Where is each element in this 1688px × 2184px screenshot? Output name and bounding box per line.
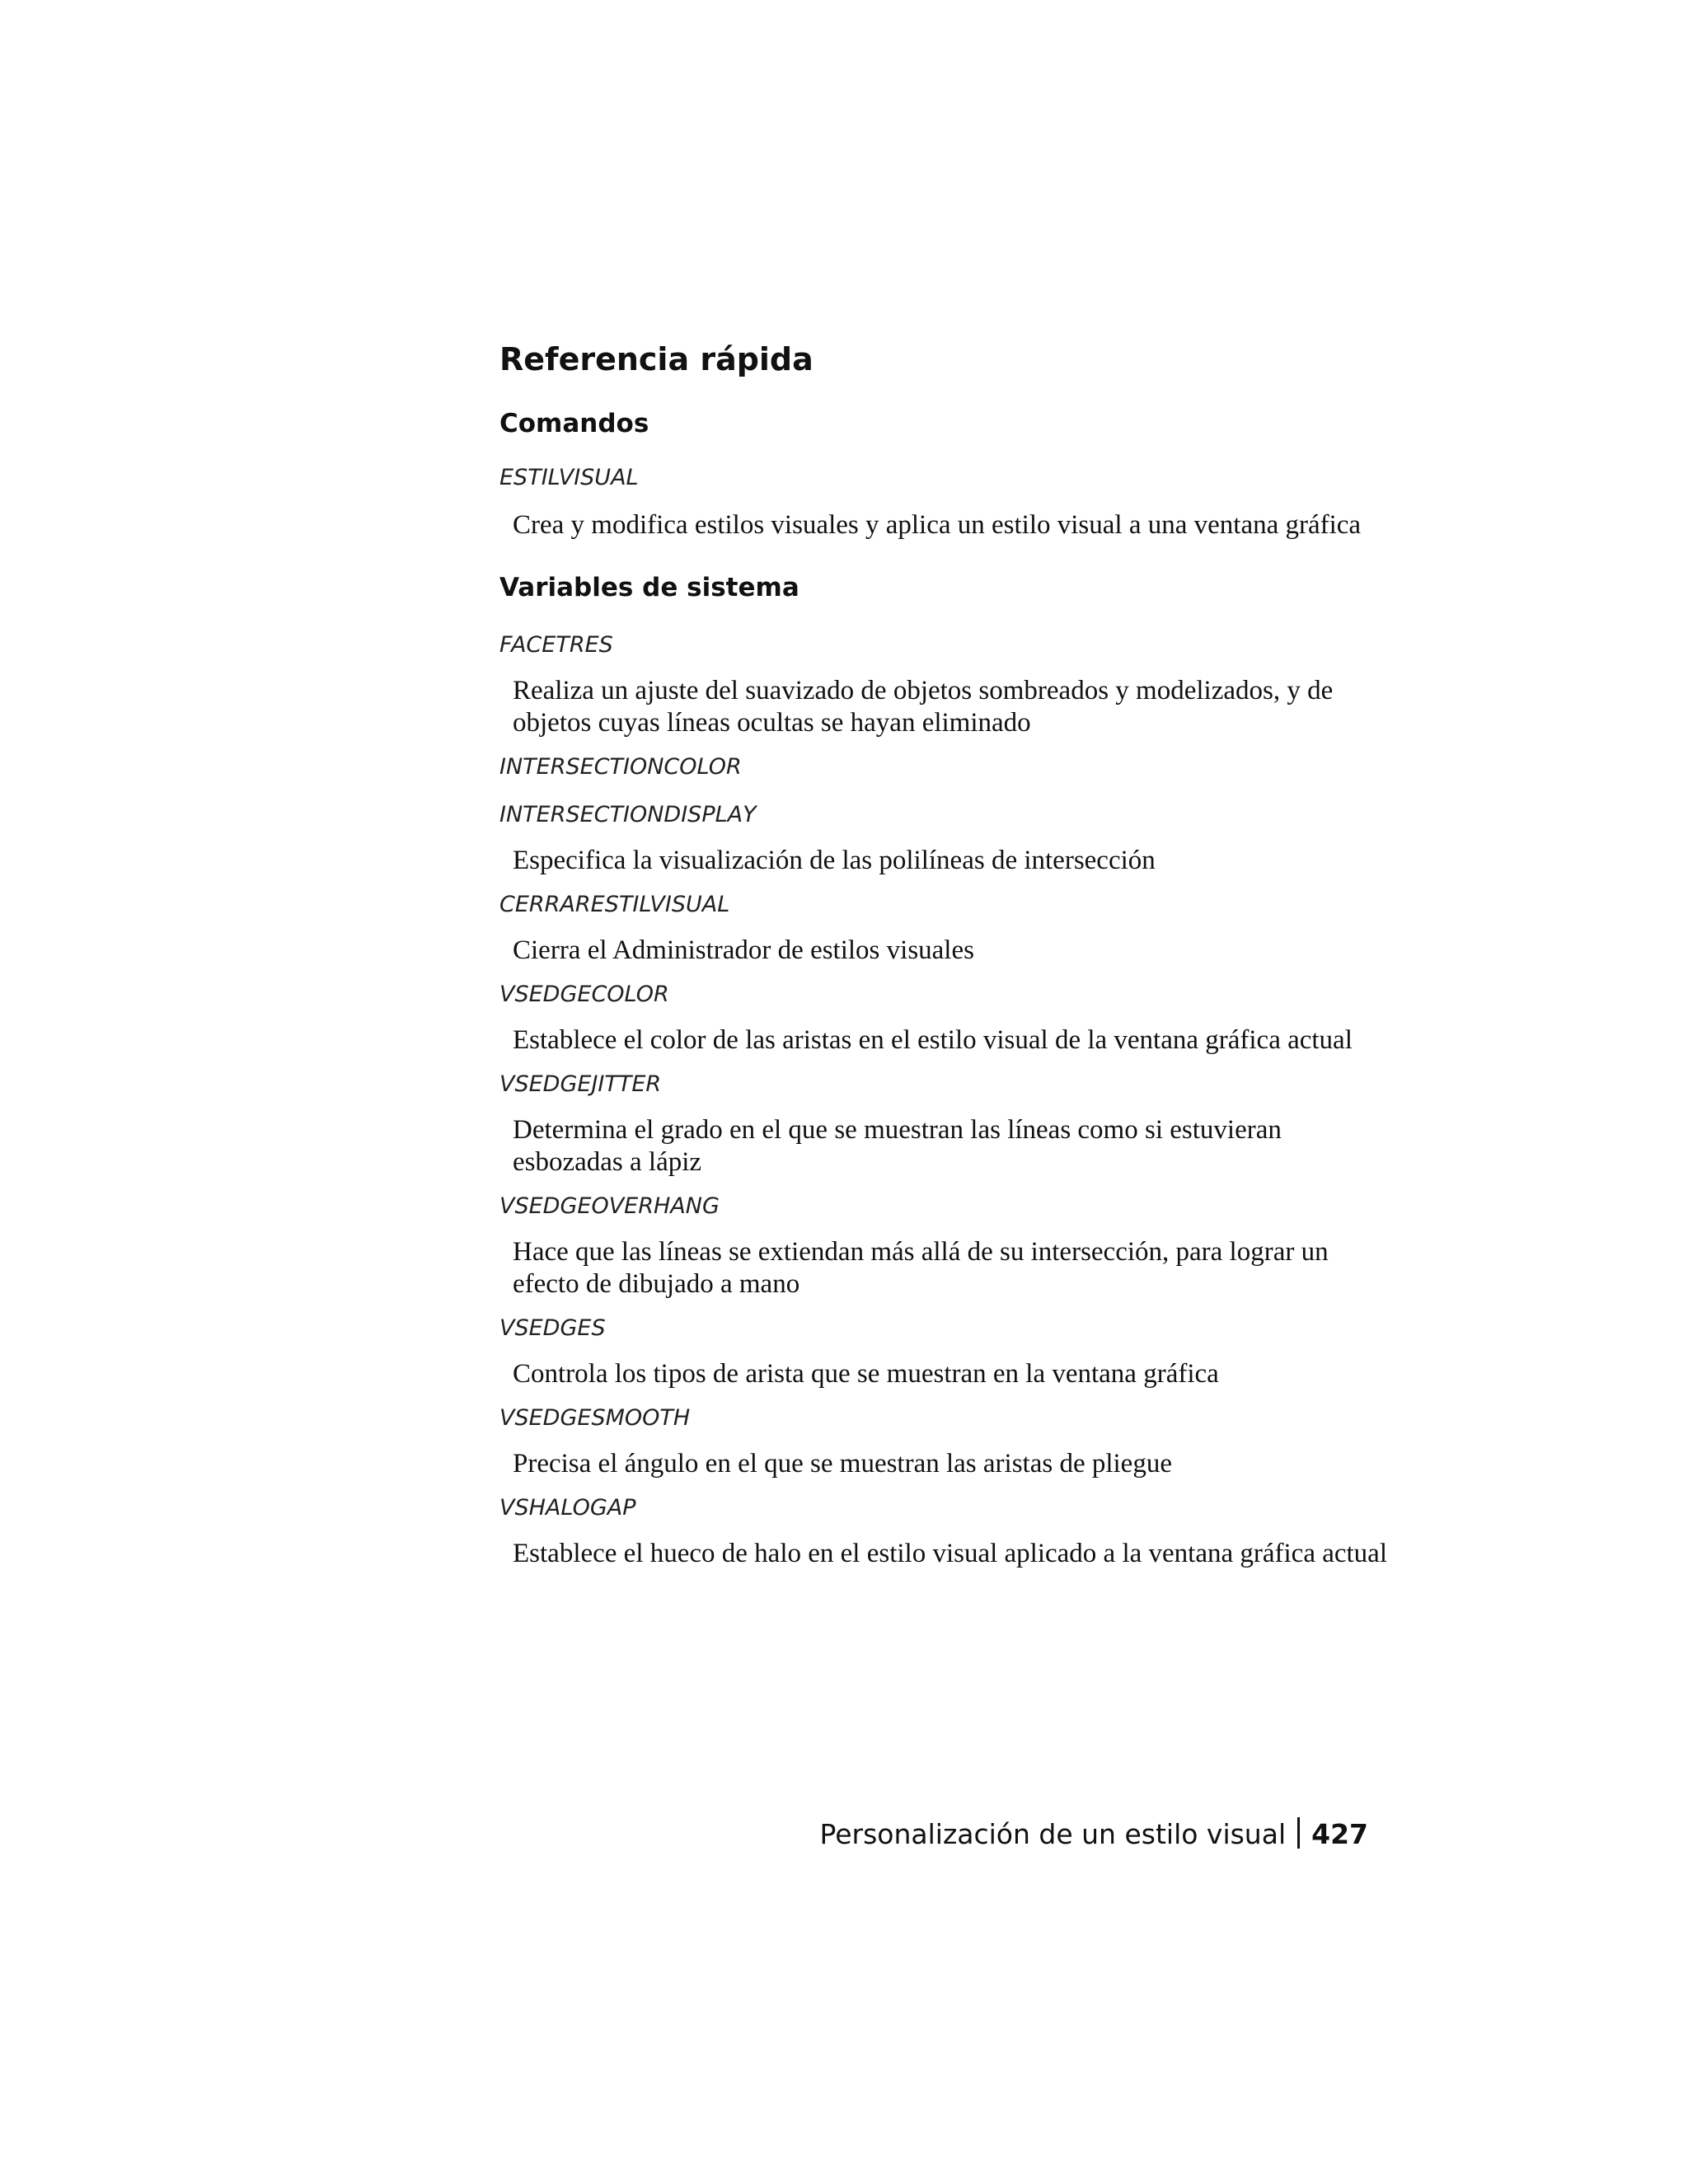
desc-vsedgeoverhang: Hace que las líneas se extiendan más allá de su intersección, para lograr un efecto de dibujado a mano	[513, 1237, 1329, 1299]
term-estilvisual: ESTILVISUAL	[499, 465, 639, 490]
desc-cerrarestilvisual: Cierra el Administrador de estilos visuales	[513, 935, 974, 965]
term-facetres: FACETRES	[499, 632, 613, 658]
term-vsedgejitter: VSEDGEJITTER	[499, 1071, 662, 1097]
desc-vsedgecolor: Establece el color de las aristas en el estilo visual de la ventana gráfica actual	[513, 1025, 1353, 1055]
desc-vsedgesmooth: Precisa el ángulo en el que se muestran las aristas de pliegue	[513, 1449, 1172, 1479]
footer-section-title: Personalización de un estilo visual	[819, 1818, 1287, 1850]
desc-facetres: Realiza un ajuste del suavizado de objetos sombreados y modelizados, y de objetos cuyas líneas ocultas se hayan eliminado	[513, 676, 1334, 738]
term-vsedges: VSEDGES	[499, 1315, 606, 1341]
term-cerrarestilvisual: CERRARESTILVISUAL	[499, 892, 730, 917]
term-vsedgecolor: VSEDGECOLOR	[499, 982, 669, 1007]
desc-vshalogap: Establece el hueco de halo en el estilo visual aplicado a la ventana gráfica actual	[513, 1539, 1387, 1568]
page-footer	[820, 1816, 1369, 1853]
term-intersectioncolor: INTERSECTIONCOLOR	[499, 754, 742, 780]
commands-heading: Comandos	[499, 409, 649, 438]
page-content	[499, 330, 1406, 1570]
term-vsedgesmooth: VSEDGESMOOTH	[499, 1405, 691, 1431]
desc-vsedgejitter: Determina el grado en el que se muestran las líneas como si estuvieran esbozadas a lápiz	[513, 1115, 1282, 1177]
page-title: Referencia rápida	[499, 341, 814, 377]
footer-separator	[1297, 1817, 1300, 1849]
term-intersectiondisplay: INTERSECTIONDISPLAY	[499, 802, 757, 827]
desc-estilvisual: Crea y modifica estilos visuales y aplica un estilo visual a una ventana gráfica	[513, 510, 1362, 540]
term-vsedgeoverhang: VSEDGEOVERHANG	[499, 1193, 720, 1219]
variables-heading: Variables de sistema	[499, 573, 799, 602]
term-vshalogap: VSHALOGAP	[499, 1495, 636, 1521]
page-number: 427	[1311, 1818, 1368, 1850]
desc-intersectiondisplay: Especifica la visualización de las polilíneas de intersección	[513, 846, 1156, 875]
desc-vsedges: Controla los tipos de arista que se muestran en la ventana gráfica	[513, 1359, 1219, 1389]
